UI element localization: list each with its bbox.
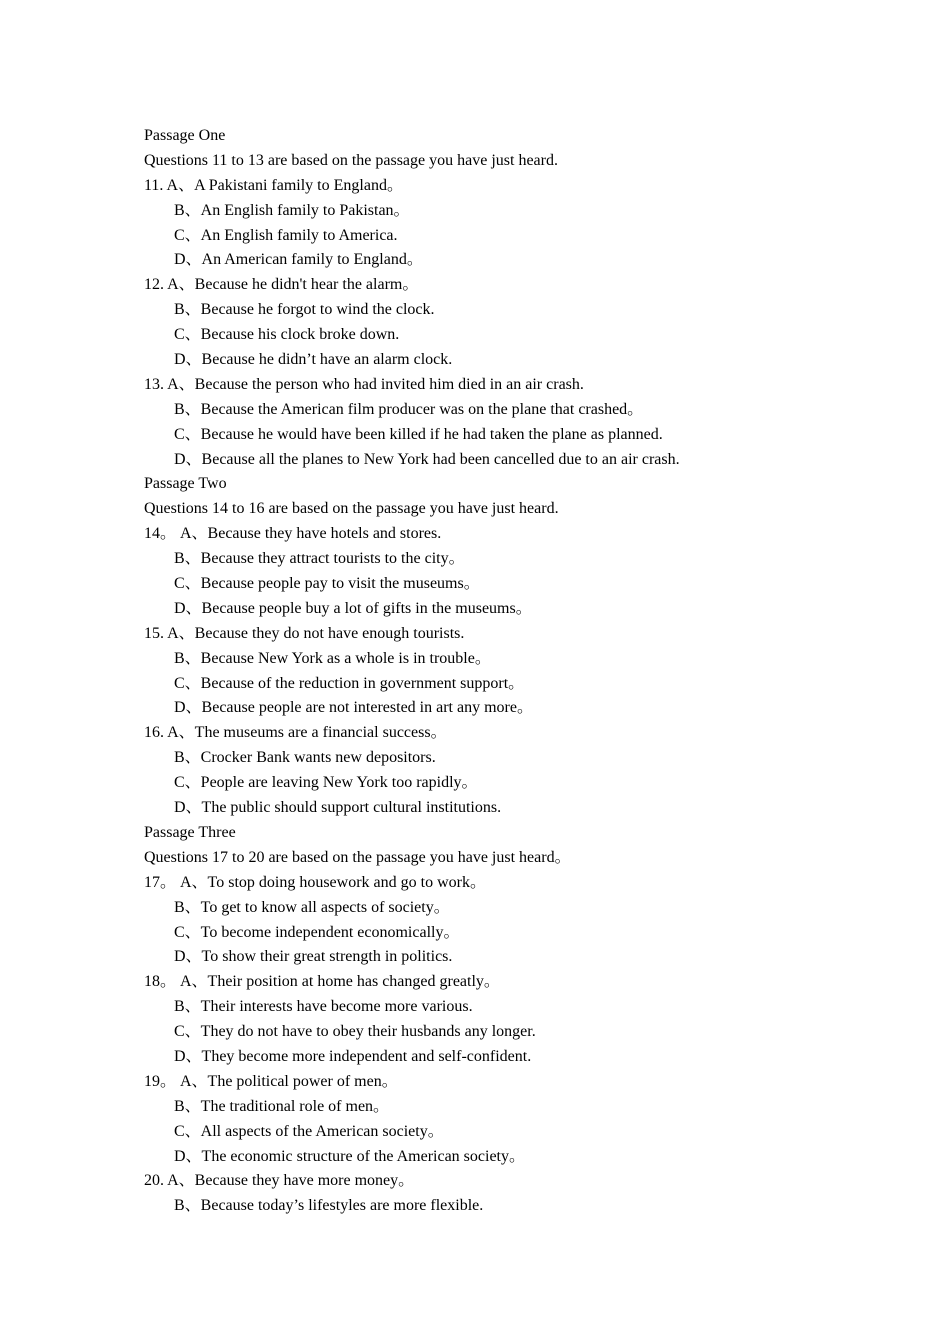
answer-option-line: C、Because he would have been killed if he had taken the plane as planned. — [174, 425, 663, 443]
answer-option-line: C、People are leaving New York too rapidly。 — [174, 774, 478, 792]
answer-option-line: B、Because the American film producer was on the plane that crashed。 — [174, 400, 644, 418]
answer-option-line: B、The traditional role of men。 — [174, 1097, 390, 1115]
answer-option-line: D、To show their great strength in politics. — [174, 948, 453, 966]
answer-option-line: D、Because people buy a lot of gifts in the museums。 — [174, 599, 532, 617]
document-line: 15. A、Because they do not have enough tourists. — [144, 624, 465, 642]
answer-option-line: B、Because today’s lifestyles are more flexible. — [174, 1197, 484, 1215]
answer-option-line: B、Because he forgot to wind the clock. — [174, 301, 435, 319]
document-line: Passage Three — [144, 823, 236, 841]
answer-option-line: C、To become independent economically。 — [174, 923, 460, 941]
answer-option-line: D、Because all the planes to New York had been cancelled due to an air crash. — [174, 450, 680, 468]
document-line: 19。 A、The political power of men。 — [144, 1072, 398, 1090]
document-line: 17。 A、To stop doing housework and go to work。 — [144, 873, 486, 891]
document-line: 11. A、A Pakistani family to England。 — [144, 176, 403, 194]
document-line: Questions 17 to 20 are based on the passage you have just heard。 — [144, 848, 571, 866]
document-line: 20. A、Because they have more money。 — [144, 1172, 415, 1190]
answer-option-line: D、The public should support cultural institutions. — [174, 799, 502, 817]
answer-option-line: B、Their interests have become more various. — [174, 998, 473, 1016]
answer-option-line: B、To get to know all aspects of society。 — [174, 898, 450, 916]
answer-option-line: B、Because New York as a whole is in trouble。 — [174, 649, 491, 667]
answer-option-line: C、They do not have to obey their husbands any longer. — [174, 1023, 536, 1041]
document-line: 12. A、Because he didn't hear the alarm。 — [144, 276, 419, 294]
answer-option-line: D、An American family to England。 — [174, 251, 423, 269]
answer-option-line: D、Because people are not interested in art any more。 — [174, 699, 533, 717]
document-line: Passage Two — [144, 475, 227, 493]
answer-option-line: B、Crocker Bank wants new depositors. — [174, 749, 436, 767]
answer-option-line: D、Because he didn’t have an alarm clock. — [174, 351, 453, 369]
document-body — [144, 124, 904, 1219]
answer-option-line: D、They become more independent and self-confident. — [174, 1047, 532, 1065]
answer-option-line: D、The economic structure of the American society。 — [174, 1147, 525, 1165]
document-line: 18。 A、Their position at home has changed greatly。 — [144, 973, 500, 991]
answer-option-line: C、Because people pay to visit the museums。 — [174, 575, 480, 593]
document-line: Questions 14 to 16 are based on the passage you have just heard. — [144, 500, 559, 518]
answer-option-line: C、Because his clock broke down. — [174, 326, 400, 344]
answer-option-line: C、Because of the reduction in government support。 — [174, 674, 525, 692]
answer-option-line: B、Because they attract tourists to the city。 — [174, 550, 465, 568]
answer-option-line: C、All aspects of the American society。 — [174, 1122, 444, 1140]
document-line: Questions 11 to 13 are based on the passage you have just heard. — [144, 151, 558, 169]
document-line: 16. A、The museums are a financial success。 — [144, 724, 447, 742]
answer-option-line: C、An English family to America. — [174, 226, 398, 244]
document-line: 14。 A、Because they have hotels and stores. — [144, 525, 442, 543]
document-line: Passage One — [144, 127, 226, 144]
answer-option-line: B、An English family to Pakistan。 — [174, 201, 410, 219]
document-line: 13. A、Because the person who had invited him died in an air crash. — [144, 375, 584, 393]
